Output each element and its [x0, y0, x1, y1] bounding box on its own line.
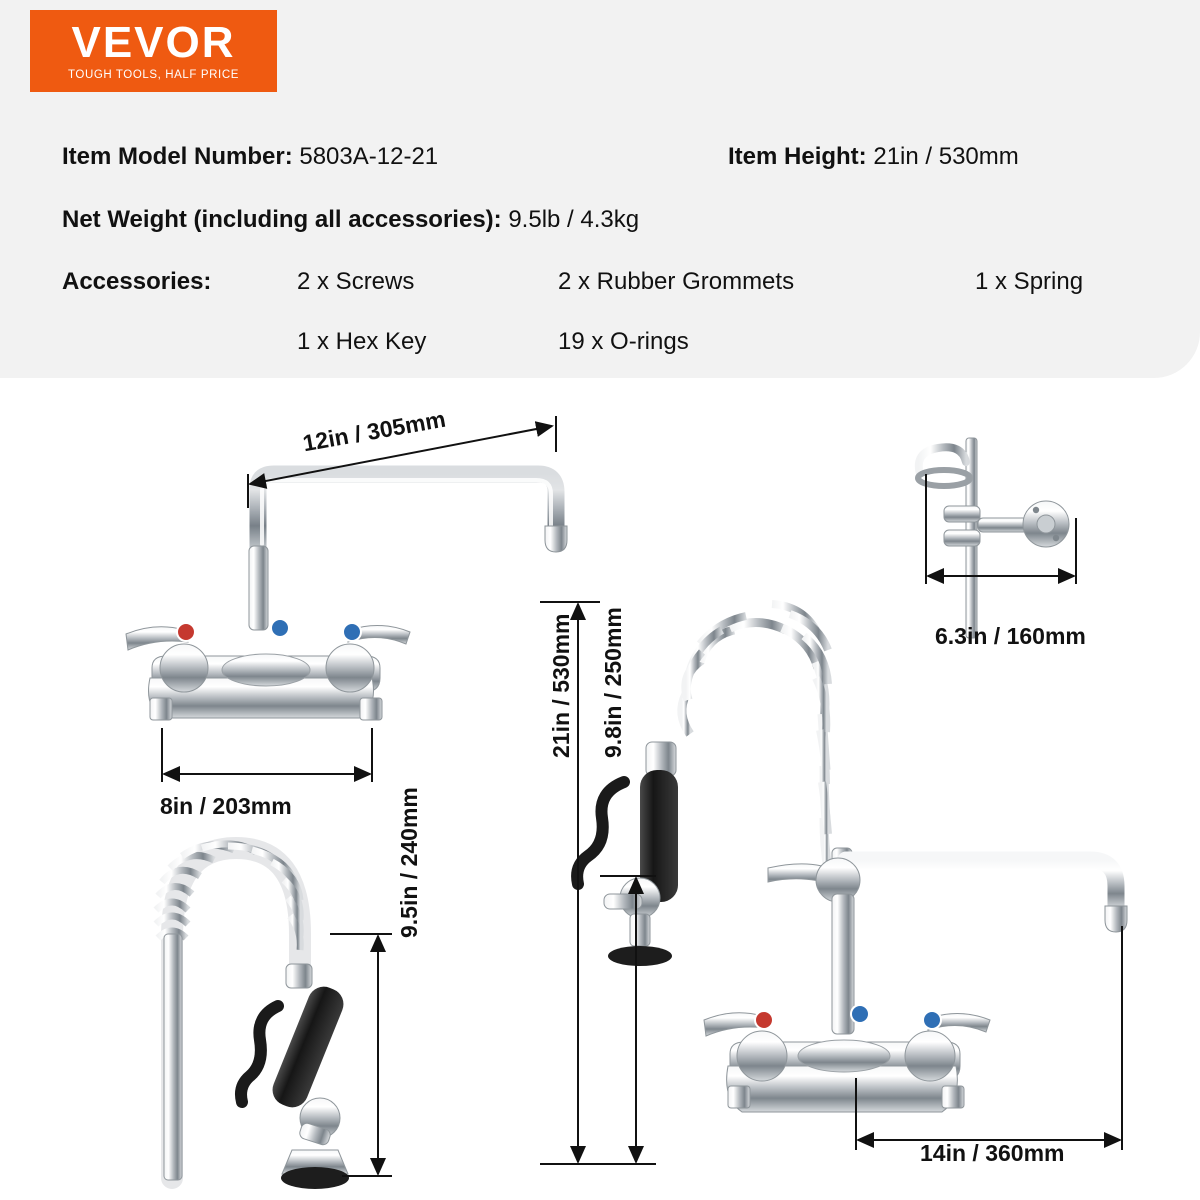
dim-hose-height: [330, 934, 392, 1176]
accessory-item: 19 x O-rings: [558, 328, 689, 355]
spec-weight-row: [62, 206, 639, 234]
logo-wordmark: VEVOR: [71, 18, 236, 67]
figure-wall-bracket: [918, 438, 1069, 638]
dim-total-reach: [856, 926, 1122, 1150]
spec-weight-label: Net Weight (including all accessories):: [62, 206, 502, 233]
accessory-item: 1 x Spring: [975, 268, 1084, 295]
dim-label-wall-bracket: 6.3in / 160mm: [935, 623, 1086, 649]
spec-height-label: Item Height:: [728, 143, 867, 170]
dim-label-overall-height: 21in / 530mm: [548, 613, 574, 758]
figure-pre-rinse-hose: [156, 844, 349, 1189]
dim-label-center-spread: 8in / 203mm: [160, 793, 292, 819]
vevor-logo: [30, 10, 277, 92]
spec-height-value: 21in / 530mm: [873, 143, 1019, 170]
dim-label-hose-height: 9.5in / 240mm: [396, 787, 422, 938]
accessory-item: 1 x Hex Key: [297, 328, 427, 355]
figure-faucet-body: [126, 474, 567, 720]
spec-weight-value: 9.5lb / 4.3kg: [508, 206, 640, 233]
accessory-item: 2 x Screws: [297, 268, 415, 295]
dim-label-spout-length: 12in / 305mm: [300, 405, 448, 457]
accessory-item: 2 x Rubber Grommets: [558, 268, 795, 295]
spec-model-value: 5803A-12-21: [299, 143, 439, 170]
figure-full-assembly: [577, 604, 1127, 1112]
spec-accessories-label: Accessories:: [62, 268, 212, 295]
spec-height-row: [728, 143, 1019, 171]
spec-model-label: Item Model Number:: [62, 143, 293, 170]
spec-panel: [0, 0, 1200, 378]
diagram-artwork: [0, 378, 1200, 1200]
dim-center-spread: [162, 728, 372, 782]
product-diagram: [0, 378, 1200, 1200]
spec-model-row: [62, 143, 438, 171]
dim-label-sprayer-height: 9.8in / 250mm: [600, 607, 626, 758]
dim-label-total-reach: 14in / 360mm: [920, 1140, 1065, 1166]
logo-tagline: TOUGH TOOLS, HALF PRICE: [67, 69, 239, 81]
